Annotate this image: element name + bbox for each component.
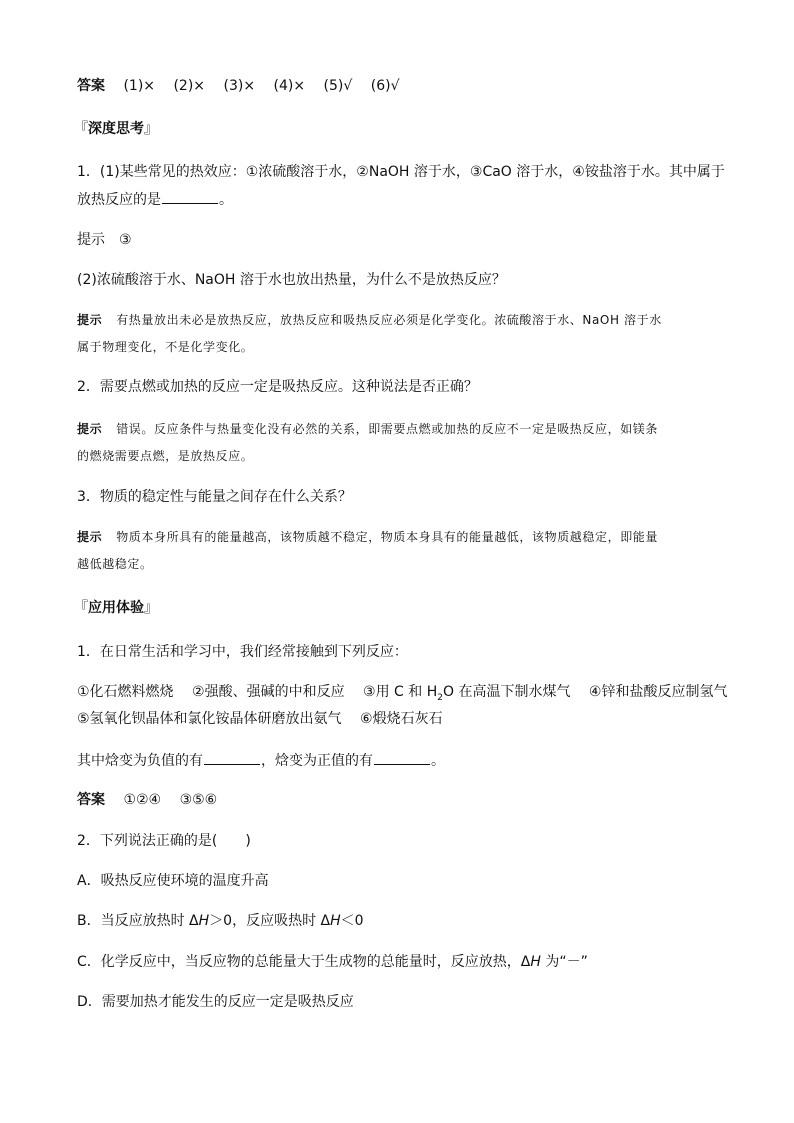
- answer-blank: [204, 751, 260, 765]
- question-1-sub2: (2)浓硫酸溶于水、NaOH 溶于水也放出热量，为什么不是放热反应？: [77, 272, 506, 288]
- exercise-1-options-line1: [77, 683, 727, 707]
- option: ②强酸、强碱的中和反应: [192, 684, 345, 700]
- answer-label: 答案: [77, 78, 105, 94]
- section-heading-think: 『深度思考』: [74, 121, 158, 137]
- section-title: 深度思考: [88, 121, 144, 137]
- hint-label: 提示: [77, 232, 105, 248]
- hint-3-line1: 提示 物质本身所具有的能量越高，该物质越不稳定，物质本身具有的能量越低，该物质越稳定，即能量: [77, 530, 659, 544]
- answer-label: 答案: [77, 792, 105, 808]
- hint-1-2-line2: 属于物理变化，不是化学变化。: [77, 340, 254, 354]
- choice-d: D．需要加热才能发生的反应一定是吸热反应: [77, 994, 354, 1010]
- exercise-2: 2．下列说法正确的是( ): [77, 833, 251, 849]
- hint-label: 提示: [77, 530, 103, 544]
- answer-line: [77, 77, 400, 95]
- answer-item: (1)×: [123, 78, 156, 94]
- choice-b: B．当反应放热时 ΔH＞0，反应吸热时 ΔH＜0: [77, 913, 364, 929]
- choice-c: C．化学反应中，当反应物的总能量大于生成物的总能量时，反应放热，ΔH 为“－”: [77, 954, 588, 970]
- answer-blank: [374, 751, 430, 765]
- hint-label: 提示: [77, 422, 103, 436]
- section-title: 应用体验: [88, 600, 144, 616]
- option: ⑤氢氧化钡晶体和氯化铵晶体研磨放出氨气: [77, 711, 342, 727]
- hint-2-line1: 提示 错误。反应条件与热量变化没有必然的关系，即需要点燃或加热的反应不一定是吸热反应，如镁条: [77, 422, 659, 436]
- exercise-1-answer: 答案 ①②④ ③⑤⑥: [77, 792, 218, 808]
- hint-1-2-line1: 提示 有热量放出未必是放热反应，放热反应和吸热反应必须是化学变化。浓硫酸溶于水、NaOH 溶于水: [77, 313, 662, 327]
- hint-2-line2: 的燃烧需要点燃，是放热反应。: [77, 449, 254, 463]
- answer-item: (6)√: [370, 78, 400, 94]
- exercise-1: 1．在日常生活和学习中，我们经常接触到下列反应：: [77, 644, 408, 660]
- option: ①化石燃料燃烧: [77, 684, 174, 700]
- question-3: 3．物质的稳定性与能量之间存在什么关系？: [77, 489, 352, 505]
- exercise-1-blanks: 其中焓变为负值的有 ，焓变为正值的有 。: [77, 753, 445, 769]
- answer-item: (3)×: [223, 78, 256, 94]
- hint-3-line2: 越低越稳定。: [77, 557, 153, 571]
- answer-item: (2)×: [173, 78, 206, 94]
- question-2: 2．需要点燃或加热的反应一定是吸热反应。这种说法是否正确？: [77, 379, 478, 395]
- option: ⑥煅烧石灰石: [360, 711, 443, 727]
- option: ④锌和盐酸反应制氢气: [588, 684, 728, 700]
- answer-item: (4)×: [273, 78, 306, 94]
- choice-a: A．吸热反应使环境的温度升高: [77, 873, 269, 889]
- section-heading-apply: 『应用体验』: [74, 600, 158, 616]
- question-1-line2: 放热反应的是 。: [77, 192, 233, 208]
- option: ③用 C 和 $H_2O$ 在高温下制水煤气: [363, 684, 571, 703]
- hint-label: 提示: [77, 313, 103, 327]
- answer-item: (5)√: [323, 78, 353, 94]
- question-1-line1: 1．(1)某些常见的热效应：①浓硫酸溶于水，②NaOH 溶于水，③CaO 溶于水，④铵盐溶于水。其中属于: [77, 164, 725, 180]
- answer-blank: [162, 190, 218, 204]
- hint-1: 提示 ③: [77, 232, 132, 248]
- exercise-1-options-line2: [77, 710, 443, 728]
